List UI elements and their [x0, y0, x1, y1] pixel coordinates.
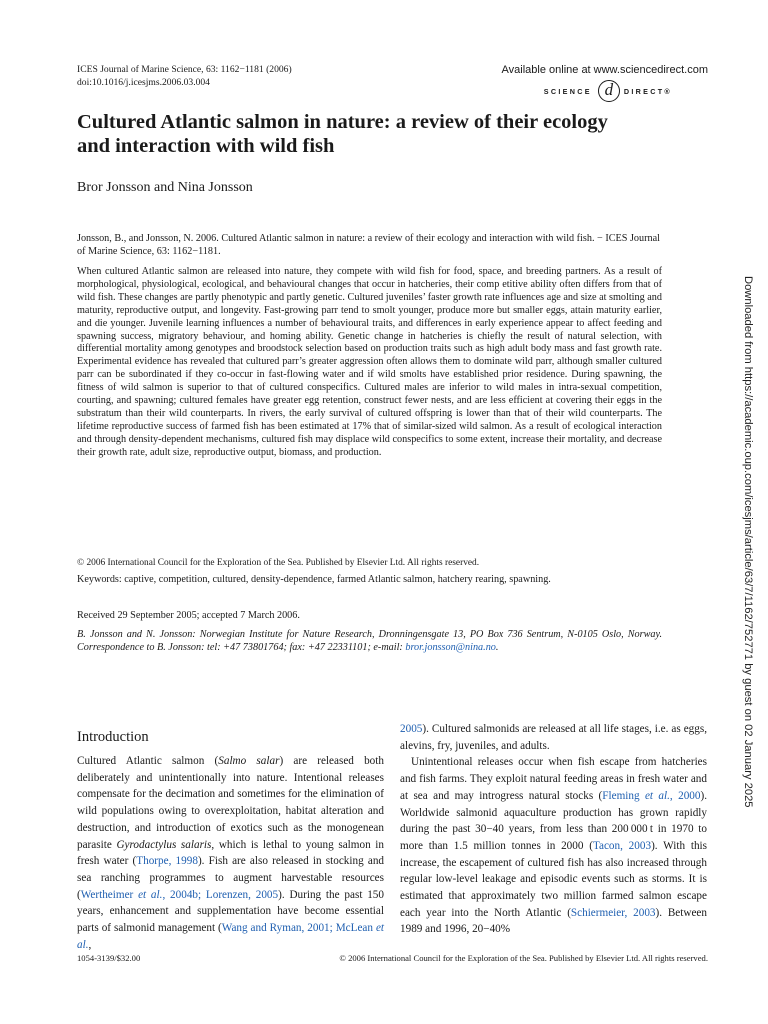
section-heading-introduction: Introduction: [77, 729, 149, 745]
abstract: When cultured Atlantic salmon are released into nature, they compete with wild fish for food, space, and breeding partners. As a result of morphological, physiological, ecological, and behavioural changes that occur in hatcheries, their comp etitive ability often differs from that of wild fish. These changes are partly phenotypic and partly genetic. Cultured juveniles’ faster growth rate influences age and size at smolting and maturity, reproductive output, and longevity. Fast-growing parr tend to smolt younger, produce more but smaller eggs, attain maturity earlier, and die younger. Juvenile learning influences a number of behavioural traits, and differences in early experience appear to affect feeding and spawning success, migratory behaviour, and homing ability. Genetic change in hatcheries is chiefly the result of natural selection, with differential mortality among genotypes and broodstock selection based on production traits such as high adult body mass and fast growth rate. Experimental evidence has revealed that cultured parr’s greater aggression often allows them to dominate wild parr, although smaller cultured parr can be subordinated if they co-occur in fast-flowing water and if wild smolts have established prior residence. During spawning, the fitness of wild salmon is superior to that of cultured conspecifics. Cultured males are inferior to wild males in intra-sexual competition, courting, and spawning; cultured females have greater egg retention, construct fewer nests, and are less efficient at covering their eggs in the substratum than their wild counterparts. In rivers, the early survival of cultured offspring is lower than that of their wild counterparts. The lifetime reproductive success of farmed fish has been estimated at 17% that of similar-sized wild salmon. As a result of ecological interaction and through density-dependent mechanisms, cultured fish may displace wild conspecifics to some extent, increase their mortality, and decrease their growth rate, adult size, reproductive output, biomass, and production.: [77, 266, 662, 458]
available-online-text[interactable]: Available online at www.sciencedirect.com: [501, 64, 708, 76]
reference-link[interactable]: Tacon, 2003: [592, 839, 652, 852]
text-run: ). Cultured salmonids are released at all life stages, i.e. as eggs, alevins, fry, juveniles, and adults.: [400, 723, 707, 752]
sd-logo-left: SCIENCE: [543, 86, 592, 96]
received-dates: Received 29 September 2005; accepted 7 March 2006.: [77, 610, 300, 621]
ref-year: , 2004b; Lorenzen, 2005: [162, 888, 279, 901]
reference-link[interactable]: Schiermeier, 2003: [570, 906, 656, 919]
download-watermark: [732, 276, 768, 808]
ref-etal: et al.: [77, 922, 385, 951]
footer-copyright: © 2006 International Council for the Exploration of the Sea. Published by Elsevier Ltd. All rights reserved.: [339, 953, 708, 963]
sciencedirect-logo[interactable]: [544, 80, 672, 102]
article-citation: Jonsson, B., and Jonsson, N. 2006. Cultured Atlantic salmon in nature: a review of their ecology and interaction with wild fish. − ICES Journal of Marine Science, 63: 1162−1181.: [77, 233, 660, 257]
footer-issn: 1054-3139/$32.00: [77, 953, 141, 963]
intro-paragraph-2: [400, 754, 707, 938]
journal-citation-line: ICES Journal of Marine Science, 63: 1162−1181 (2006): [77, 64, 292, 75]
body-column-left: [77, 753, 384, 953]
reference-link[interactable]: 2005: [400, 723, 423, 735]
text-run: ,: [88, 938, 92, 951]
text-run: ). With this increase, the escapement of cultured fish has also increased through regular low-level leakage and episodic events such as storms. It is estimated that approximately two million farmed salmon escape each year into the North Atlantic (: [400, 839, 708, 919]
sd-logo-d-icon: d: [598, 80, 620, 102]
reference-link[interactable]: Thorpe, 1998: [136, 855, 198, 868]
intro-paragraph-1: [77, 753, 384, 953]
reference-link[interactable]: [81, 889, 278, 901]
sd-logo-right: DIRECT®: [623, 86, 672, 96]
author-affiliation: [77, 628, 662, 654]
text-run: ). Worldwide salmonid aquaculture production has grown rapidly during the past 30−40 years, from less than 200 000 t in 1970 to more than 1.5 million tonnes in 2000 (: [400, 789, 708, 852]
ref-author: Fleming: [602, 789, 645, 802]
ref-author: Wertheimer: [80, 888, 139, 901]
abstract-copyright: © 2006 International Council for the Exploration of the Sea. Published by Elsevier Ltd. All rights reserved.: [77, 558, 480, 568]
keywords: Keywords: captive, competition, cultured, density-dependence, farmed Atlantic salmon, hatchery rearing, spawning.: [77, 574, 551, 585]
ref-author: Wang and Ryman, 2001; McLean: [221, 922, 376, 935]
affiliation-end: .: [495, 642, 499, 653]
parasite-name: Gyrodactylus salaris: [116, 838, 212, 851]
affiliation-text: B. Jonsson and N. Jonsson: Norwegian Institute for Nature Research, Dronningensgate 13, PO Box 736 Sentrum, N-0105 Oslo, Norway. Correspondence to B. Jonsson: tel: +47 73801764; fax: +47 22331101; e-mail:: [77, 629, 662, 653]
text-run: ). Between 1989 and 1996, 20−40%: [400, 906, 707, 936]
text-run: ). During the past 150 years, enhancement and supplementation have become essential parts of salmonid management (: [77, 888, 384, 935]
intro-paragraph-1-continued: [400, 721, 707, 754]
doi-line: doi:10.1016/j.icesjms.2006.03.004: [77, 76, 210, 88]
species-name: Salmo salar: [218, 755, 280, 767]
text-run: Unintentional releases occur when fish escape from hatcheries and fish farms. They exploit natural feeding areas in fresh water and at sea and may introgress natural stocks (: [400, 756, 707, 802]
text-run: ). Fish are also released in stocking and sea ranching programmes to augment harvestable resources (: [77, 855, 385, 901]
ref-etal: et al.: [138, 888, 163, 901]
text-run: Cultured Atlantic salmon (: [77, 755, 219, 767]
download-note-text: Downloaded from https://academic.oup.com/icesjms/article/63/7/1162/752771 by guest on 02 January 2025: [742, 276, 754, 808]
article-authors: Bror Jonsson and Nina Jonsson: [77, 180, 253, 195]
article-title: Cultured Atlantic salmon in nature: a review of their ecology and interaction with wild fish: [77, 111, 608, 157]
reference-link[interactable]: [602, 790, 700, 802]
body-column-right: [400, 721, 707, 938]
journal-info: [77, 64, 292, 89]
text-run: , which is lethal to young salmon in fresh water (: [77, 838, 385, 868]
text-run: ) are released both deliberately and unintentionally into nature. Intentional releases compensate for the decimation and sometimes for the elimination of wild populations owing to overexploitation, habitat alteration and destruction, and introduction of exotics such as the monogenean parasite: [77, 755, 384, 851]
ref-etal: et al.: [644, 789, 670, 802]
email-link[interactable]: bror.jonsson@nina.no: [405, 642, 496, 653]
ref-year: , 2000: [669, 789, 701, 802]
